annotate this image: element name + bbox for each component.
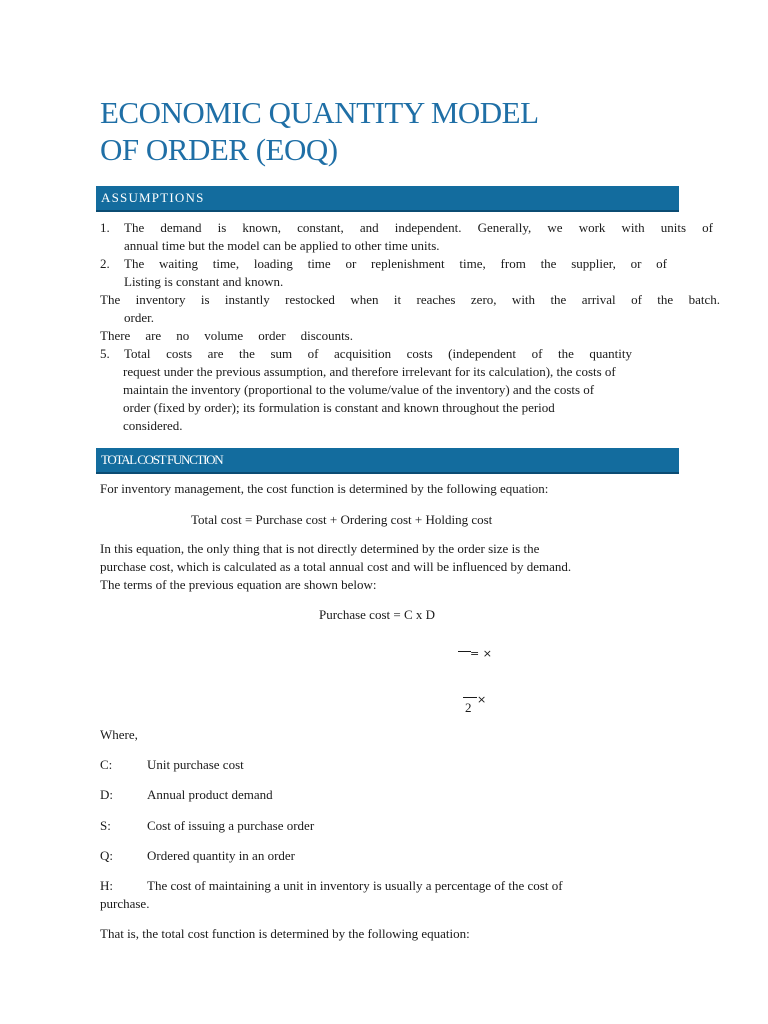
closing-paragraph: That is, the total cost function is determined by the following equation: bbox=[100, 926, 470, 941]
definition-term: S: bbox=[100, 818, 111, 833]
list-item-text: request under the previous assumption, and therefore irrelevant for its calculation), the costs of bbox=[123, 364, 616, 379]
paragraph-line: In this equation, the only thing that is not directly determined by the order size is the bbox=[100, 541, 540, 556]
definition-desc: The cost of maintaining a unit in inventory is usually a percentage of the cost of bbox=[147, 878, 563, 893]
list-item-text: Listing is constant and known. bbox=[124, 274, 284, 289]
page-title bbox=[100, 94, 539, 168]
list-item-number: 2. bbox=[100, 256, 110, 271]
list-item-text: order (fixed by order); its formulation is constant and known throughout the period bbox=[123, 400, 555, 415]
definition-desc: Unit purchase cost bbox=[147, 757, 244, 772]
list-item-text: order. bbox=[124, 310, 154, 325]
list-item-text: considered. bbox=[123, 418, 183, 433]
list-item-text: Total costs are the sum of acquisition costs (independent of the quantity bbox=[124, 346, 632, 361]
fraction-bar bbox=[463, 697, 477, 698]
title-line-2: OF ORDER (EOQ) bbox=[100, 132, 338, 167]
list-item-number: 5. bbox=[100, 346, 110, 361]
purchase-cost-equation: Purchase cost = C x D bbox=[319, 607, 436, 622]
list-item-text: annual time but the model can be applied to other time units. bbox=[124, 238, 440, 253]
list-item-text: The inventory is instantly restocked when it reaches zero, with the arrival of the batch. bbox=[100, 292, 720, 307]
title-line-1: ECONOMIC QUANTITY MODEL bbox=[100, 95, 539, 130]
definition-term: Q: bbox=[100, 848, 113, 863]
list-item-text: maintain the inventory (proportional to the volume/value of the inventory) and the costs of bbox=[123, 382, 595, 397]
formula-remainder: = × bbox=[470, 647, 492, 660]
list-item-text: There are no volume order discounts. bbox=[100, 328, 353, 343]
list-item-text: The demand is known, constant, and independent. Generally, we work with units of bbox=[124, 220, 713, 235]
section-header-label: ASSUMPTIONS bbox=[101, 190, 205, 205]
section-header-assumptions bbox=[96, 186, 679, 212]
paragraph-line: purchase cost, which is calculated as a total annual cost and will be influenced by demand. bbox=[100, 559, 572, 574]
list-item-text: The waiting time, loading time or replenishment time, from the supplier, or of bbox=[124, 256, 667, 271]
intro-paragraph: For inventory management, the cost function is determined by the following equation: bbox=[100, 481, 549, 496]
definition-term: C: bbox=[100, 757, 113, 772]
section-header-label: TOTAL COST FUNCTION bbox=[101, 452, 223, 467]
definition-desc-continued: purchase. bbox=[100, 896, 150, 911]
definition-term: D: bbox=[100, 787, 113, 802]
definition-term: H: bbox=[100, 878, 113, 893]
paragraph-line: The terms of the previous equation are shown below: bbox=[100, 577, 377, 592]
definition-desc: Ordered quantity in an order bbox=[147, 848, 296, 863]
fraction-denominator: 2 bbox=[465, 700, 472, 715]
list-item-number: 1. bbox=[100, 220, 110, 235]
where-label: Where, bbox=[100, 727, 138, 742]
section-header-total-cost-function bbox=[96, 448, 679, 474]
total-cost-equation: Total cost = Purchase cost + Ordering cost + Holding cost bbox=[191, 512, 493, 527]
definition-desc: Annual product demand bbox=[147, 787, 273, 802]
definition-desc: Cost of issuing a purchase order bbox=[147, 818, 315, 833]
formula-remainder: × bbox=[477, 693, 487, 706]
